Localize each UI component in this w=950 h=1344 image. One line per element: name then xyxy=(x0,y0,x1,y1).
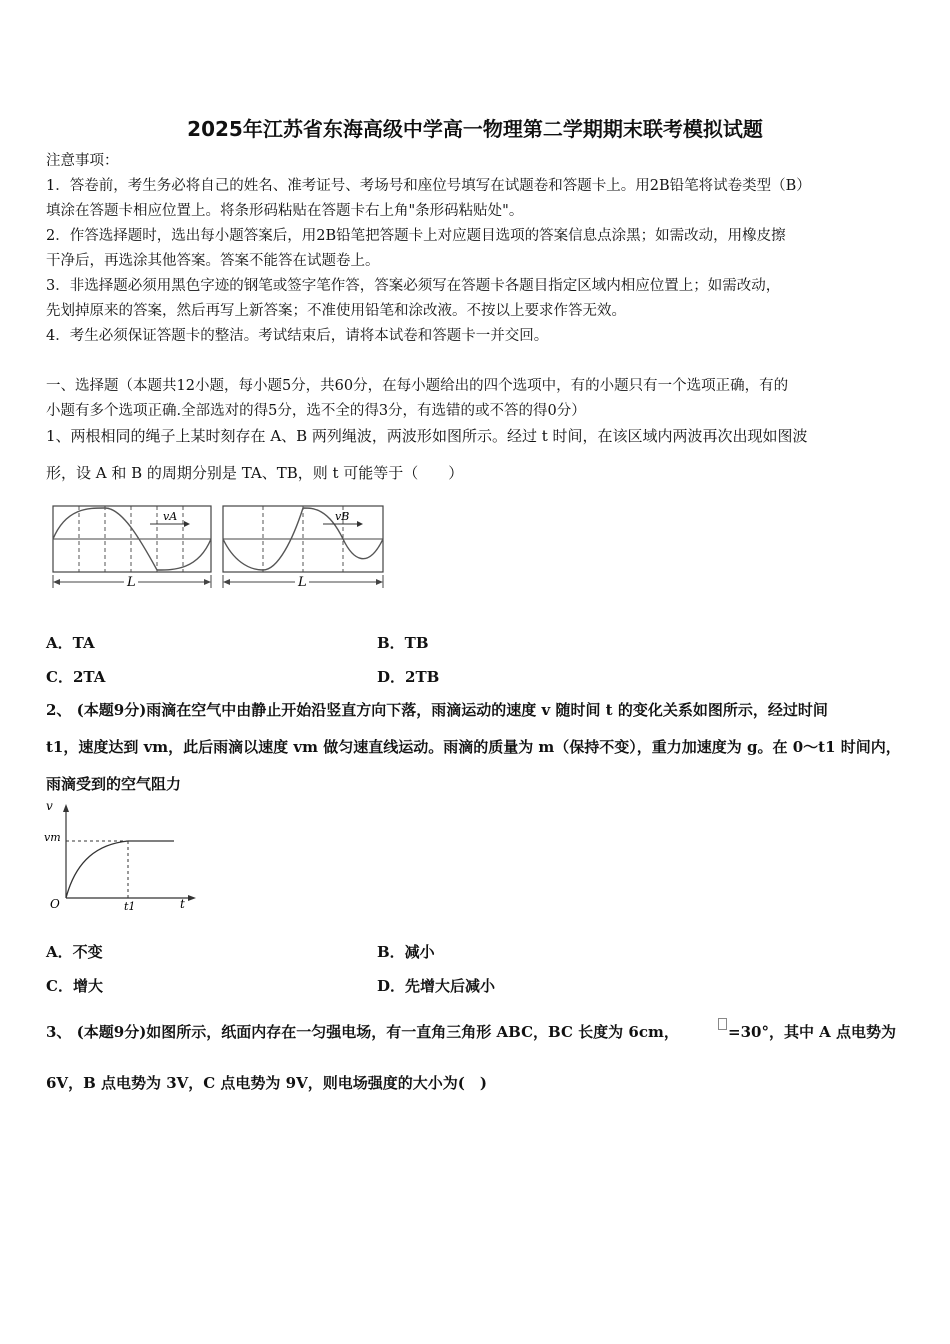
question-2-text: t1，速度达到 vm，此后雨滴以速度 vm 做匀速直线运动。雨滴的质量为 m（保持不变），重力加速度为 g。在 0～t1 时间内， xyxy=(46,738,901,756)
notice-line: 先划掉原来的答案，然后再写上新答案；不准使用铅笔和涂改液。不按以上要求作答无效。 xyxy=(46,303,626,319)
question-1-text: 1、两根相同的绳子上某时刻存在 A、B 两列绳波，两波形如图所示。经过 t 时间，在该区域内两波再次出现如图波 xyxy=(46,427,808,445)
missing-glyph-icon xyxy=(718,1018,727,1030)
q2-option-d[interactable]: D．先增大后减小 xyxy=(377,977,496,995)
question-2-text: 2、 (本题9分)雨滴在空气中由静止开始沿竖直方向下落，雨滴运动的速度 v 随时间 t 的变化关系如图所示，经过时间 xyxy=(46,701,828,719)
wave-a-velocity-label: vA xyxy=(163,510,178,523)
notice-line: 1．答卷前，考生务必将自己的姓名、准考证号、考场号和座位号填写在试题卷和答题卡上。用2B铅笔将试卷类型（B） xyxy=(46,178,811,194)
section-heading: 一、选择题（本题共12小题，每小题5分，共60分，在每小题给出的四个选项中，有的小题只有一个选项正确，有的 xyxy=(46,378,789,394)
q1-option-b[interactable]: B．TB xyxy=(377,634,429,652)
wave-b-length-label: L xyxy=(298,575,307,590)
graph-t1-label: t1 xyxy=(124,900,136,913)
question-3-text: 3、 (本题9分)如图所示，纸面内存在一匀强电场，有一直角三角形 ABC，BC 长度为 6cm， xyxy=(46,1023,679,1041)
q1-option-c[interactable]: C．2TA xyxy=(46,668,106,686)
graph-curve xyxy=(66,841,128,898)
question-2-text: 雨滴受到的空气阻力 xyxy=(46,775,182,793)
notice-heading: 注意事项： xyxy=(46,153,119,169)
wave-a-length-label: L xyxy=(127,575,136,590)
q2-option-a[interactable]: A．不变 xyxy=(46,943,103,961)
graph-x-label: t xyxy=(180,897,185,911)
page-title: 2025年江苏省东海高级中学高一物理第二学期期末联考模拟试题 xyxy=(187,117,763,141)
graph-vm-label: vm xyxy=(44,831,61,844)
graph-y-label: v xyxy=(46,799,53,813)
wave-figure xyxy=(50,500,390,595)
wave-b-velocity-label: vB xyxy=(335,510,350,523)
graph-origin-label: O xyxy=(50,897,60,911)
notice-line: 3．非选择题必须用黑色字迹的钢笔或签字笔作答，答案必须写在答题卡各题目指定区域内相应位置上；如需改动， xyxy=(46,278,781,294)
section-heading: 小题有多个选项正确.全部选对的得5分，选不全的得3分，有选错的或不答的得0分） xyxy=(46,403,586,419)
q2-option-b[interactable]: B．减小 xyxy=(377,943,435,961)
wave-a-panel xyxy=(53,506,211,590)
question-3-text-end: =30°，其中 A 点电势为 xyxy=(728,1023,897,1041)
q1-option-d[interactable]: D．2TB xyxy=(377,668,440,686)
q2-option-c[interactable]: C．增大 xyxy=(46,977,103,995)
notice-line: 2．作答选择题时，选出每小题答案后，用2B铅笔把答题卡上对应题目选项的答案信息点涂黑；如需改动，用橡皮擦 xyxy=(46,228,786,244)
notice-line: 4．考生必须保证答题卡的整洁。考试结束后，请将本试卷和答题卡一并交回。 xyxy=(46,328,549,344)
q1-option-a[interactable]: A．TA xyxy=(46,634,95,652)
question-3-text: 6V，B 点电势为 3V，C 点电势为 9V，则电场强度的大小为( ) xyxy=(46,1074,487,1092)
wave-b-panel xyxy=(223,506,383,590)
notice-line: 填涂在答题卡相应位置上。将条形码粘贴在答题卡右上角"条形码粘贴处"。 xyxy=(46,203,524,219)
velocity-time-graph xyxy=(42,798,202,916)
question-1-text: 形，设 A 和 B 的周期分别是 TA、TB，则 t 可能等于（ ） xyxy=(46,464,464,482)
notice-line: 干净后，再选涂其他答案。答案不能答在试题卷上。 xyxy=(46,253,380,269)
